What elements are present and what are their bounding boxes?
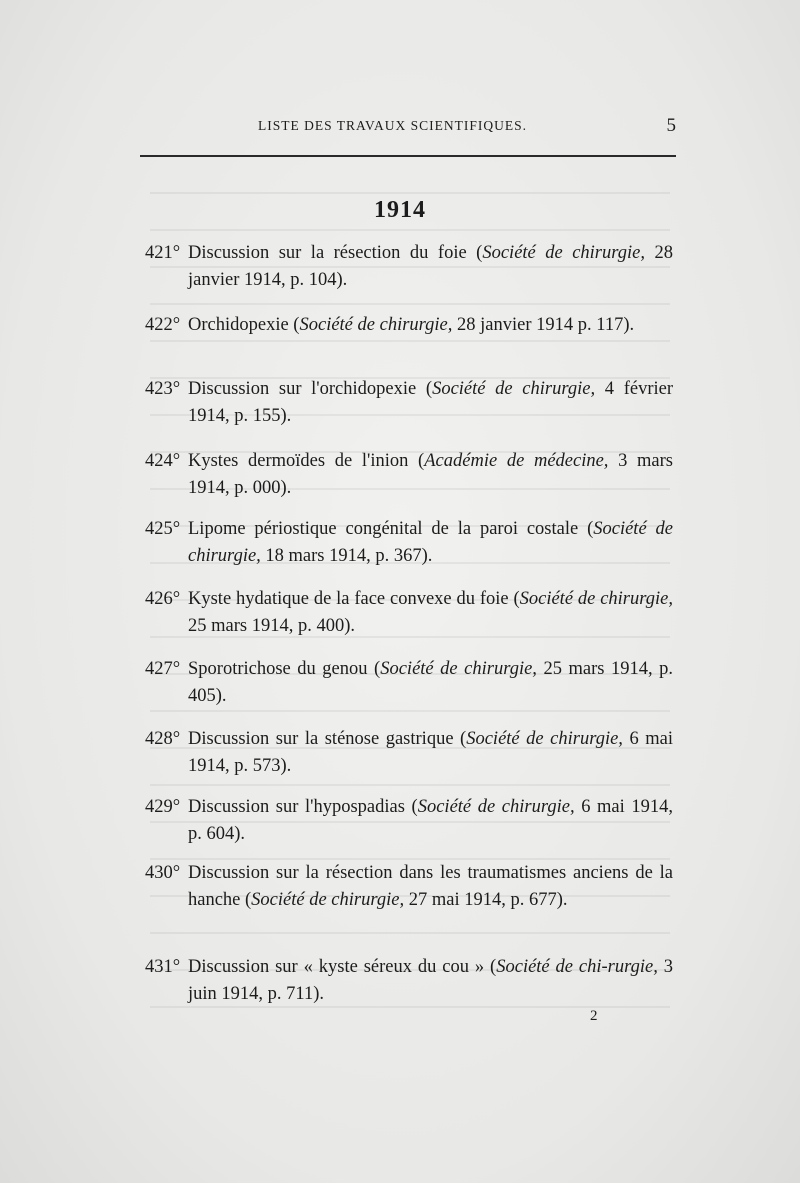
list-item [145, 860, 673, 914]
list-item [145, 448, 673, 502]
entry-text: Orchidopexie (Société de chirurgie, 28 janvier 1914 p. 117). [188, 315, 635, 335]
entry-text: Lipome périostique congénital de la paroi costale (Société de chirurgie, 18 mars 1914, p. 367). [188, 519, 673, 566]
entry-number: 428° [145, 729, 181, 749]
entry-number: 430° [145, 863, 181, 883]
list-item [145, 656, 673, 710]
list-item [145, 312, 673, 339]
list-item [145, 954, 673, 1008]
list-item [145, 516, 673, 570]
entry-number: 422° [145, 315, 181, 335]
list-item [145, 794, 673, 848]
entry-number: 431° [145, 957, 181, 977]
entry-number: 426° [145, 589, 181, 609]
list-item [145, 586, 673, 640]
list-item [145, 376, 673, 430]
year-heading: 1914 [374, 197, 426, 223]
entry-text: Discussion sur l'hypospadias (Société de chirurgie, 6 mai 1914, p. 604). [188, 797, 674, 844]
entry-text: Kystes dermoïdes de l'inion (Académie de médecine, 3 mars 1914, p. 000). [188, 451, 673, 498]
header-rule [140, 155, 676, 157]
entry-number: 424° [145, 451, 181, 471]
entry-number: 425° [145, 519, 181, 539]
entry-text: Discussion sur la résection dans les traumatismes anciens de la hanche (Société de chirurgie, 27 mai 1914, p. 677). [188, 863, 673, 910]
entry-number: 421° [145, 243, 181, 263]
list-item [145, 240, 673, 294]
entry-text: Sporotrichose du genou (Société de chirurgie, 25 mars 1914, p. 405). [188, 659, 673, 706]
entry-text: Discussion sur « kyste séreux du cou » (Société de chi-rurgie, 3 juin 1914, p. 711). [188, 957, 674, 1004]
entry-text: Kyste hydatique de la face convexe du foie (Société de chirurgie, 25 mars 1914, p. 400). [188, 589, 673, 636]
list-item [145, 726, 673, 780]
signature-mark: 2 [590, 1008, 598, 1024]
entry-text: Discussion sur l'orchidopexie (Société de chirurgie, 4 février 1914, p. 155). [188, 379, 673, 426]
page-number: 5 [666, 115, 676, 136]
entry-number: 427° [145, 659, 181, 679]
running-title: LISTE DES TRAVAUX SCIENTIFIQUES. [258, 118, 528, 133]
entry-number: 423° [145, 379, 181, 399]
entry-text: Discussion sur la sténose gastrique (Société de chirurgie, 6 mai 1914, p. 573). [188, 729, 673, 776]
entry-number: 429° [145, 797, 181, 817]
running-header [140, 115, 676, 140]
entry-text: Discussion sur la résection du foie (Société de chirurgie, 28 janvier 1914, p. 104). [188, 243, 674, 290]
